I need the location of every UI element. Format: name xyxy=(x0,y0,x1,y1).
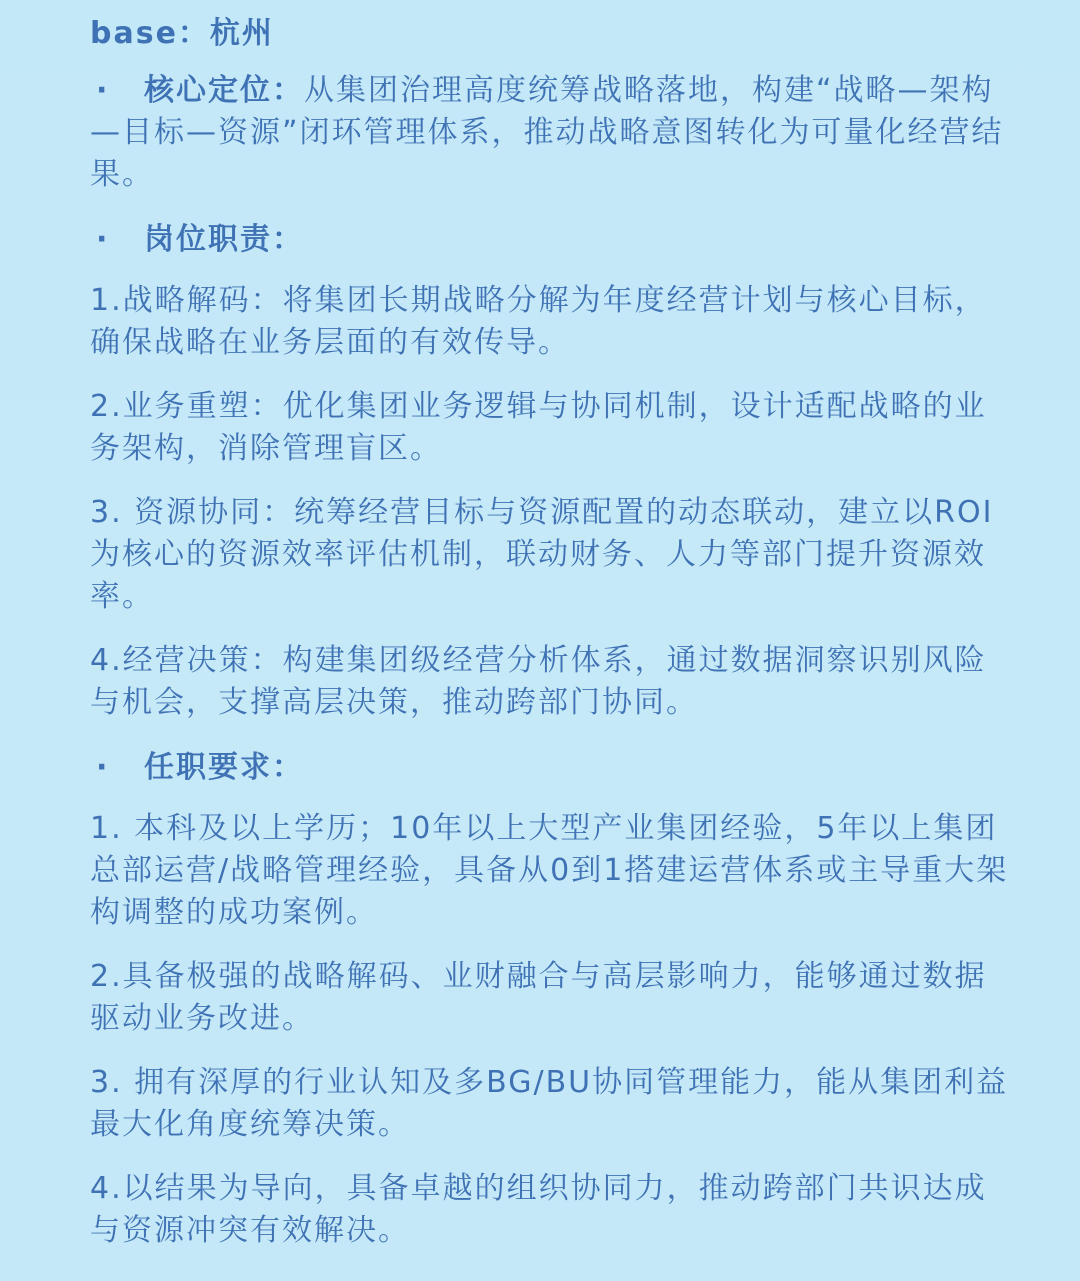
bullet-dot: · xyxy=(96,750,110,785)
requirement-item: 4.以结果为导向，具备卓越的组织协同力，推动跨部门共识达成与资源冲突有效解决。 xyxy=(90,1171,987,1248)
bullet-dot: · xyxy=(96,73,110,108)
requirement-item: 1. 本科及以上学历；10年以上大型产业集团经验，5年以上集团总部运营/战略管理经验，具备从0到1搭建运营体系或主导重大架构调整的成功案例。 xyxy=(90,811,1009,930)
responsibility-item: 1.战略解码：将集团长期战略分解为年度经营计划与核心目标，确保战略在业务层面的有效传导。 xyxy=(90,283,987,360)
requirements-heading-text: 任职要求： xyxy=(144,750,304,785)
core-positioning-label: 核心定位： xyxy=(144,73,304,108)
responsibility-item: 2.业务重塑：优化集团业务逻辑与协同机制，设计适配战略的业务架构，消除管理盲区。 xyxy=(90,389,987,466)
requirement-item: 2.具备极强的战略解码、业财融合与高层影响力，能够通过数据驱动业务改进。 xyxy=(90,959,987,1036)
responsibilities-heading xyxy=(90,218,1010,262)
bullet-dot: · xyxy=(96,222,110,257)
responsibility-item: 4.经营决策：构建集团级经营分析体系，通过数据洞察识别风险与机会，支撑高层决策，推动跨部门协同。 xyxy=(90,643,987,720)
requirements-heading xyxy=(90,746,1010,790)
core-positioning-text: 从集团治理高度统筹战略落地，构建“战略—架构—目标—资源”闭环管理体系，推动战略意图转化为可量化经营结果。 xyxy=(90,73,1004,192)
core-positioning-paragraph xyxy=(90,70,1010,196)
responsibilities-heading-text: 岗位职责： xyxy=(144,222,304,257)
responsibility-item: 3. 资源协同：统筹经营目标与资源配置的动态联动，建立以ROI为核心的资源效率评估机制，联动财务、人力等部门提升资源效率。 xyxy=(90,495,994,614)
location-line: base：杭州 xyxy=(90,16,274,51)
requirement-item: 3. 拥有深厚的行业认知及多BG/BU协同管理能力，能从集团利益最大化角度统筹决策。 xyxy=(90,1065,1009,1142)
